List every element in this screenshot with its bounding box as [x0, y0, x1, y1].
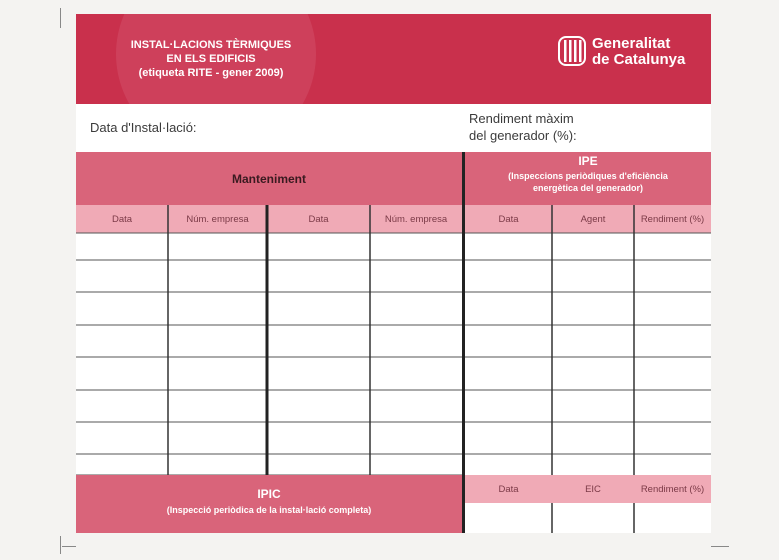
logo-line: de Catalunya — [592, 51, 686, 68]
crop-mark — [62, 546, 76, 547]
title-line: EN ELS EDIFICIS — [166, 53, 256, 65]
maintenance-col-date: Data — [76, 205, 168, 233]
install-date-label: Data d'Instal·lació: — [90, 120, 197, 135]
ipic-col-performance: Rendiment (%) — [634, 475, 711, 503]
ipic-col-date: Data — [465, 475, 552, 503]
ipe-col-agent: Agent — [552, 205, 634, 233]
ipe-subtitle-line: (Inspeccions periòdiques d'eficiència — [508, 171, 668, 181]
max-performance-line: del generador (%): — [469, 128, 577, 143]
ipic-col-eic: EIC — [552, 475, 634, 503]
rite-label-card — [76, 14, 711, 533]
table-grid — [76, 14, 711, 533]
logo-line: Generalitat — [592, 35, 671, 52]
ipe-title: IPE — [578, 154, 598, 168]
crop-mark — [711, 546, 729, 547]
crop-mark — [60, 8, 61, 28]
ipic-title: IPIC — [257, 487, 281, 501]
maintenance-title: Manteniment — [231, 171, 306, 186]
max-performance-line: Rendiment màxim — [469, 111, 574, 126]
title-line: (etiqueta RITE - gener 2009) — [138, 67, 284, 79]
title-line: INSTAL·LACIONS TÈRMIQUES — [130, 39, 292, 51]
maintenance-col-date: Data — [267, 205, 370, 233]
ipe-col-date: Data — [465, 205, 552, 233]
ipic-header — [76, 475, 462, 533]
ipe-subtitle-line: energètica del generador) — [532, 183, 644, 193]
ipic-subtitle: (Inspecció periòdica de la instal·lació completa) — [166, 505, 372, 515]
ipe-col-performance: Rendiment (%) — [634, 205, 711, 233]
maintenance-col-company: Núm. empresa — [370, 205, 462, 233]
maintenance-col-company: Núm. empresa — [168, 205, 267, 233]
crop-mark — [60, 536, 61, 554]
